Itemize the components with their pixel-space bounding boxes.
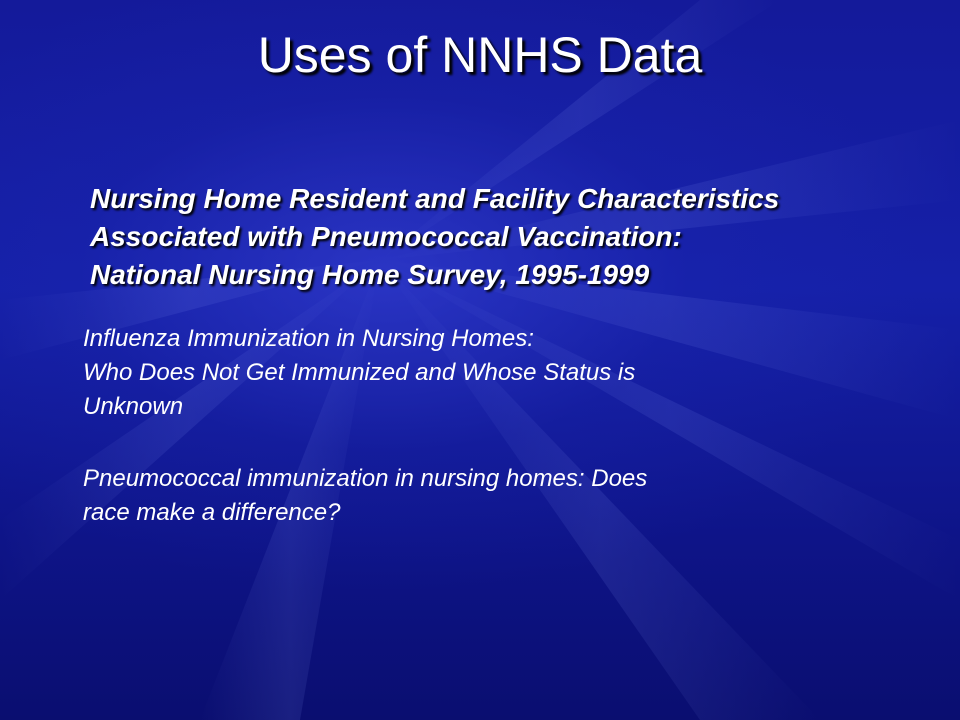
bullet-line: Unknown: [83, 393, 184, 420]
bullet-item-influenza-immunization: [83, 322, 883, 424]
bullet-line: Nursing Home Resident and Facility Characteristics: [90, 183, 780, 214]
bullet-item-race-difference: [83, 462, 883, 530]
bullet-line: race make a difference?: [83, 499, 341, 526]
slide-title: Uses of NNHS Data: [257, 27, 703, 83]
bullet-line: Influenza Immunization in Nursing Homes:: [83, 325, 534, 352]
bullet-line: Who Does Not Get Immunized and Whose Status is: [83, 359, 636, 386]
bullet-line: Pneumococcal immunization in nursing homes: Does: [83, 465, 648, 492]
bullet-line: National Nursing Home Survey, 1995-1999: [90, 259, 650, 290]
bullet-line: Associated with Pneumococcal Vaccination:: [90, 221, 682, 252]
bullet-item-pneumococcal-vaccination-study: [90, 180, 910, 294]
